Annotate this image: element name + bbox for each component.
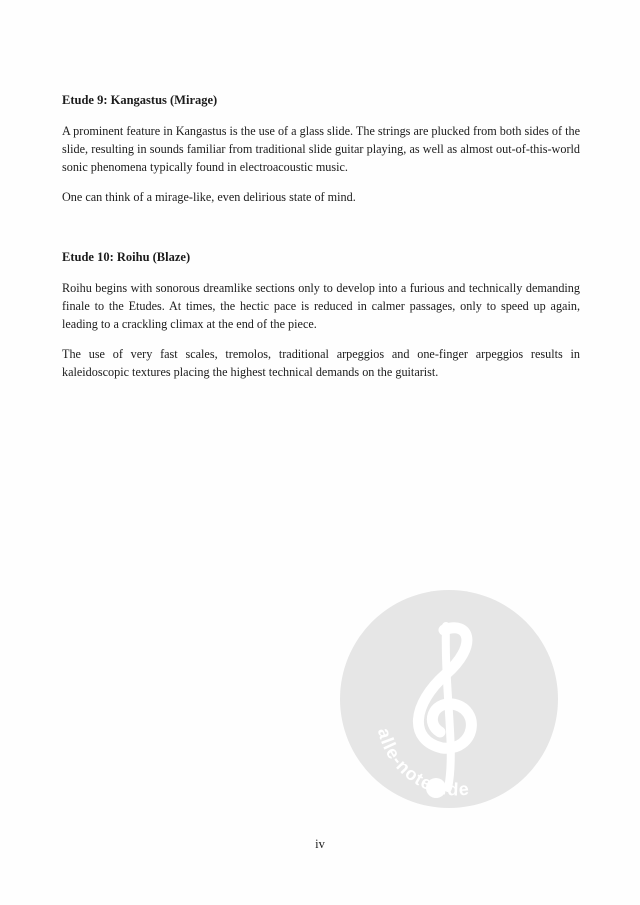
etude-10-paragraph-1: Roihu begins with sonorous dreamlike sections only to develop into a furious and technically demanding finale to the Etudes. At times, the hectic pace is reduced in calmer passages, only to speed up again, leading to a crackling climax at the end of the piece. (62, 281, 580, 331)
page-number: iv (315, 837, 325, 851)
etude-10-paragraph-2: The use of very fast scales, tremolos, traditional arpeggios and one-finger arpeggios results in kaleidoscopic textures placing the highest technical demands on the guitarist. (62, 347, 580, 379)
etude-10-heading: Etude 10: Roihu (Blaze) (62, 250, 191, 264)
watermark-logo (340, 590, 558, 808)
etude-9-heading: Etude 9: Kangastus (Mirage) (62, 93, 218, 107)
watermark-text: alle-noten.de (373, 725, 471, 800)
etude-9-paragraph-2: One can think of a mirage-like, even delirious state of mind. (62, 190, 356, 204)
page-content (62, 92, 580, 381)
etude-9-paragraph-1: A prominent feature in Kangastus is the use of a glass slide. The strings are plucked from both sides of the slide, resulting in sounds familiar from traditional slide guitar playing, as well as almost out-of-this-world sonic phenomena typically found in electroacoustic music. (62, 124, 580, 174)
